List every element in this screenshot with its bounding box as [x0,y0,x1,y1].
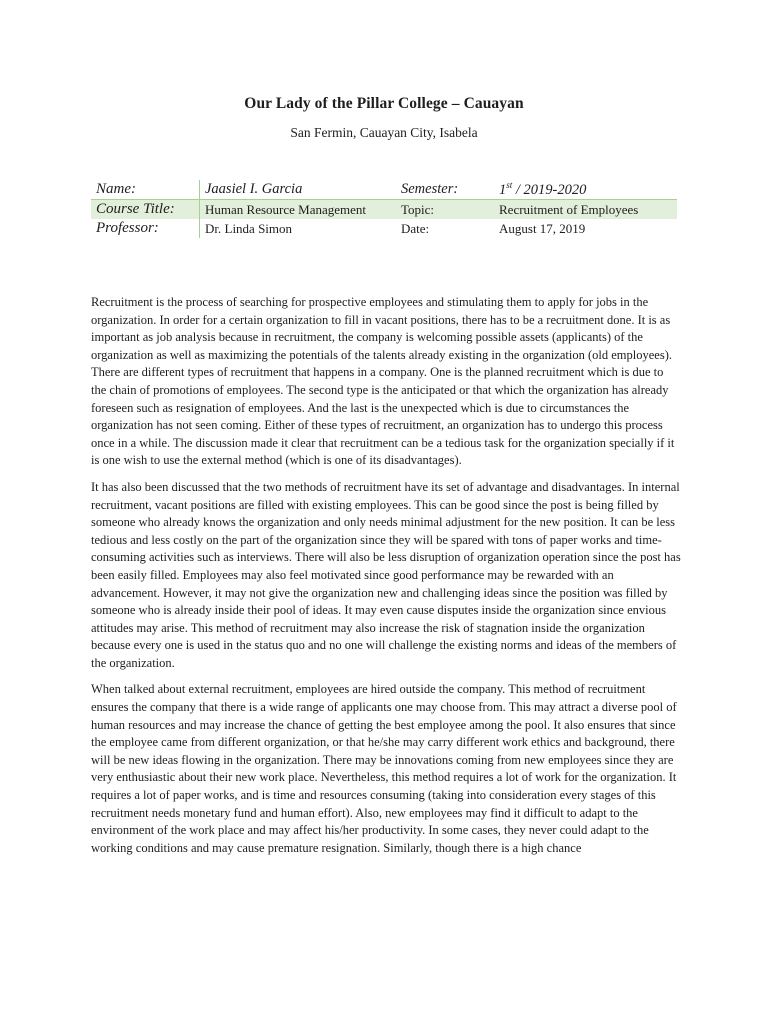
info-row-professor [91,219,677,238]
paragraph-3: When talked about external recruitment, employees are hired outside the company. This method of recruitment ensures the company that there is a wide range of applicants one may choose from. This may attract a diverse pool of human resources and may increase the chance of getting the best employee among the pool. It also ensures that since the employee came from different organization, or that he/she may carry different work ethics and background, there will be new ideas flowing in the organization. There may be innovations coming from new employees since they are very enthusiastic about their new work place. Nevertheless, this method requires a lot of work for the organization. It requires a lot of paper works, and is time and resources consuming (taking into consideration every stages of this recruitment needs monetary fund and human effort). Also, new employees may find it difficult to adapt to the environment of the work place and may affect his/her productivity. In some cases, they never could adapt to the working conditions and may cause premature resignation. Similarly, though there is a high chance [91,682,677,855]
professor-label: Professor: [96,220,159,236]
semester-year: / 2019-2020 [512,181,587,198]
college-address: San Fermin, Cauayan City, Isabela [290,125,478,140]
info-row-name [91,180,677,200]
semester-number: 1 [499,181,507,198]
paragraph-1: Recruitment is the process of searching for prospective employees and stimulating them to apply for jobs in the organization. In order for a certain organization to fill in vacant positions, there has to be a recruitment done. It is as important as job analysis because in recruitment, the company is welcoming possible assets (applicants) of the organization as well as maximizing the potentials of the talents already existing in the organization (old employees). There are different types of recruitment that happens in a company. One is the planned recruitment which is due to the chain of promotions of employees. The second type is the anticipated or that which the organization has already foreseen such as resignation of employees. And the last is the unexpected which is due to circumstances the organization has not seen coming. Either of these types of recruitment, an organization has to undergo this process once in a while. The discussion made it clear that recruitment can be a tedious task for the organization specially if it is one wish to use the external method (which is one of its disadvantages). [91,295,675,468]
name-label: Name: [91,180,200,200]
semester-label: Semester: [396,180,494,200]
topic-value: Recruitment of Employees [494,200,677,220]
course-title-value: Human Resource Management [200,200,397,220]
essay-body [91,294,681,866]
info-table [91,180,677,238]
name-value: Jaasiel I. Garcia [200,180,397,200]
semester-value [494,180,677,200]
semester-suffix: st [506,180,513,191]
professor-value: Dr. Linda Simon [200,219,397,238]
course-title-label: Course Title: [91,200,200,220]
topic-label: Topic: [396,200,494,220]
paragraph-2: It has also been discussed that the two methods of recruitment have its set of advantage and disadvantages. In internal recruitment, vacant positions are filled with existing employees. This can be good since the post is being filled by someone who already knows the organization and only needs minimal adjustment for the new position. It can be less tedious and less costly on the part of the organization since they will be spared with tons of paper works and time-consuming activities such as interviews. There will also be less disruption of organization operation since the post has been easily filled. Employees may also feel motivated since good performance may be rewarded with an advancement. However, it may not give the organization new and challenging ideas since the position was filled by someone who is already inside their pool of ideas. It may even cause disputes inside the organization since envious attitudes may arise. This method of recruitment may also increase the risk of stagnation inside the organization because every one is used in the status quo and no one will challenge the existing norms and ideas of the members of the organization. [91,479,681,670]
date-label: Date: [401,220,430,236]
date-value: August 17, 2019 [499,220,586,236]
info-row-course [91,200,677,220]
college-title: Our Lady of the Pillar College – Cauayan [244,95,524,112]
